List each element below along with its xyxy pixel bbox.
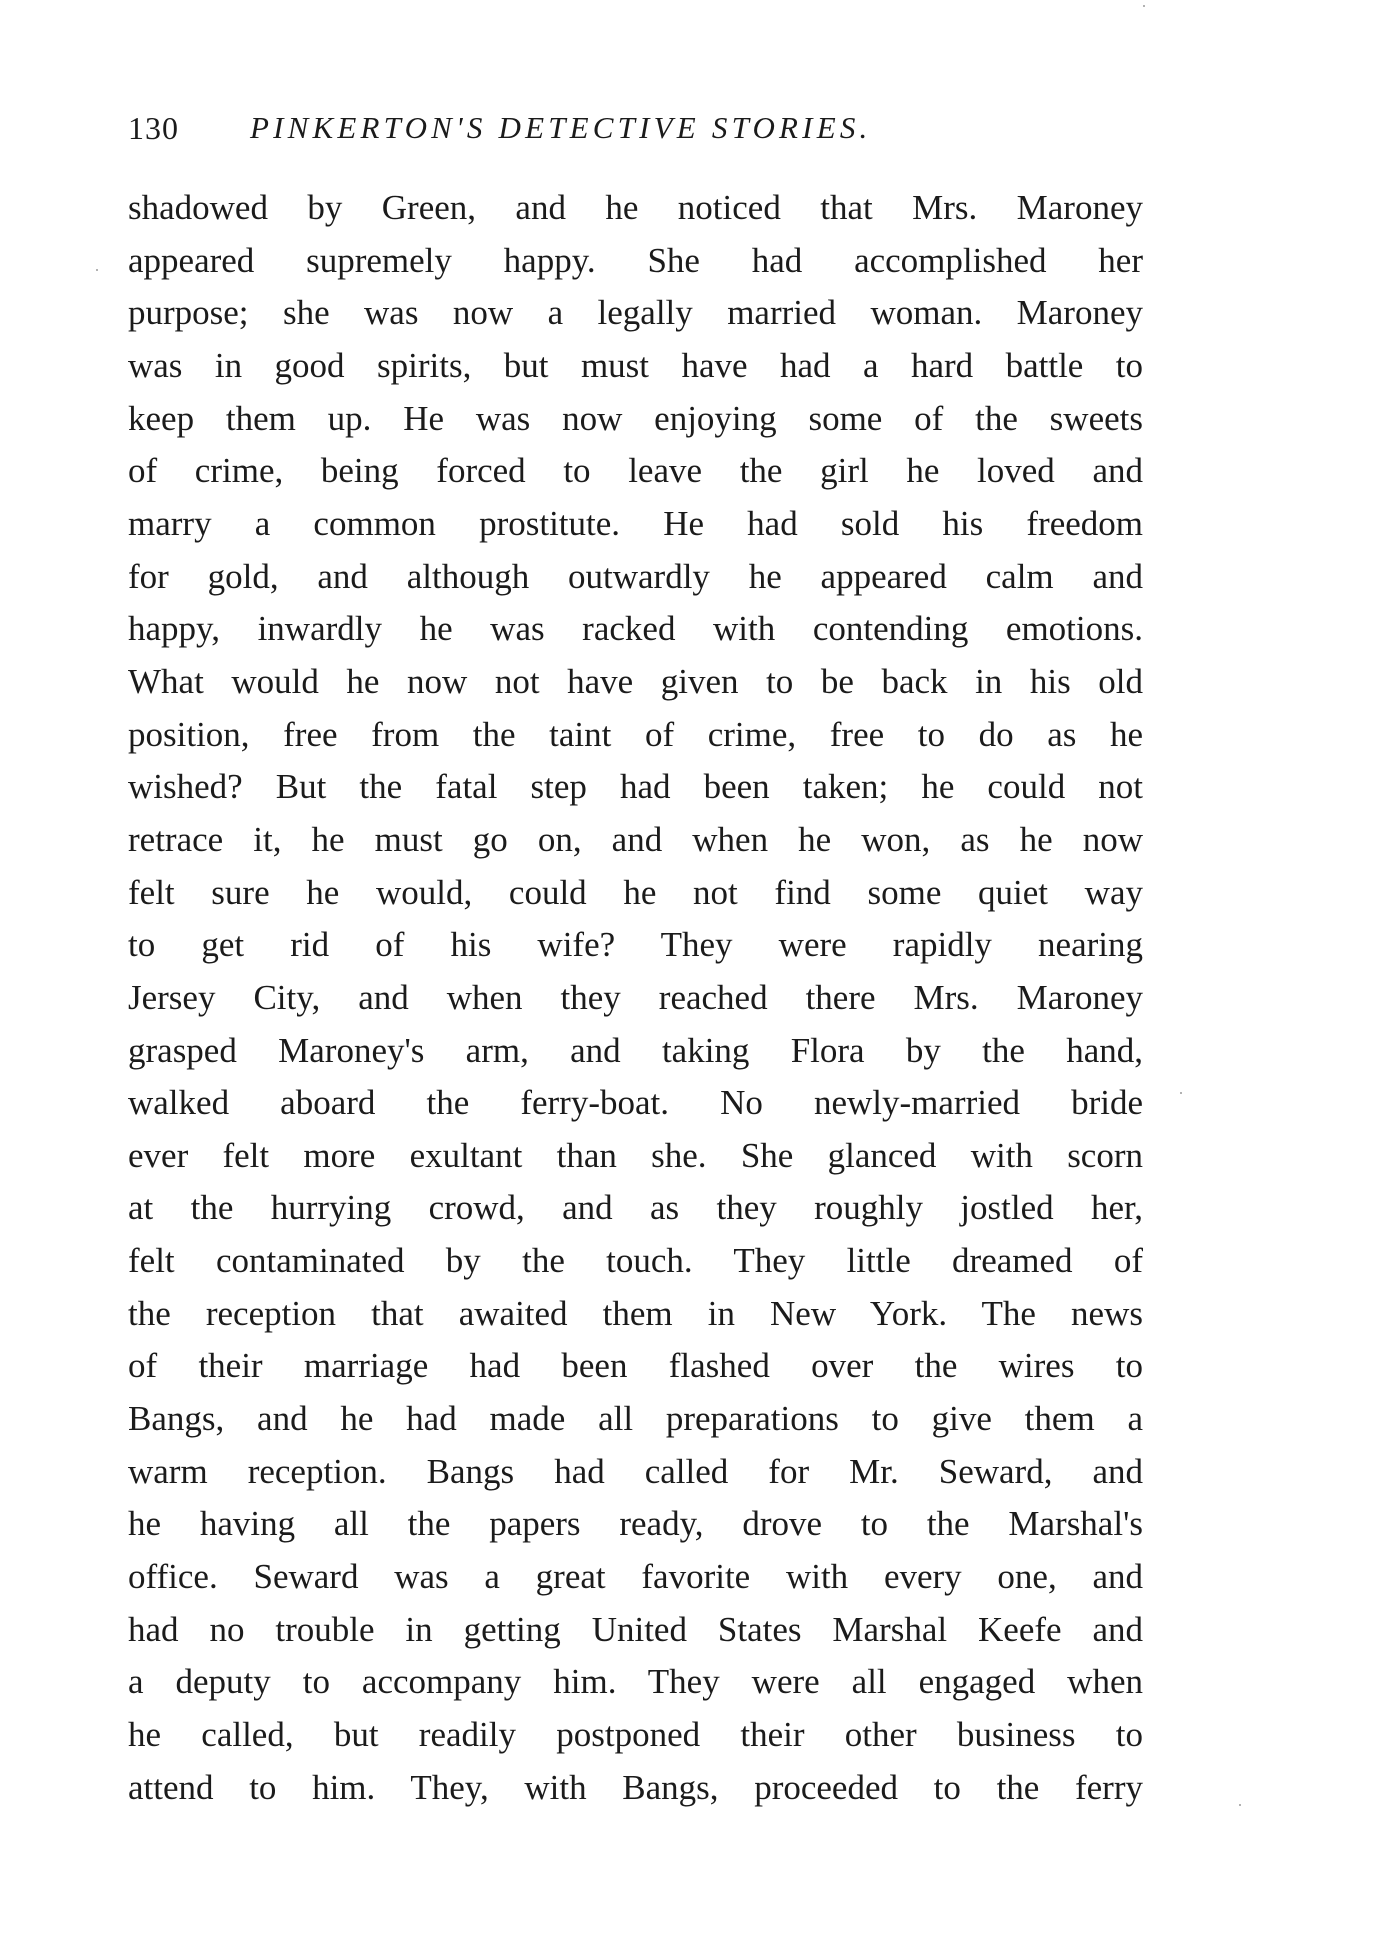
text-line: had no trouble in getting United States Marshal Keefe and (128, 1609, 1143, 1649)
paper-speck (1180, 1092, 1182, 1094)
text-line: was in good spirits, but must have had a hard battle to (128, 345, 1143, 385)
text-line: at the hurrying crowd, and as they roughly jostled her, (128, 1188, 1143, 1228)
text-line: purpose; she was now a legally married woman. Maroney (128, 293, 1143, 333)
text-line: Bangs, and he had made all preparations to give them a (128, 1399, 1143, 1439)
text-line: warm reception. Bangs had called for Mr. Seward, and (128, 1451, 1143, 1491)
page-header (128, 106, 1028, 150)
text-line: office. Seward was a great favorite with every one, and (128, 1557, 1143, 1597)
text-line: grasped Maroney's arm, and taking Flora by the hand, (128, 1030, 1143, 1070)
text-line: a deputy to accompany him. They were all engaged when (128, 1662, 1143, 1702)
text-line: marry a common prostitute. He had sold his freedom (128, 503, 1143, 543)
text-line: attend to him. They, with Bangs, proceeded to the ferry (128, 1767, 1143, 1807)
text-line: keep them up. He was now enjoying some of the sweets (128, 398, 1143, 438)
text-line: shadowed by Green, and he noticed that Mrs. Maroney (128, 188, 1143, 227)
paper-speck (96, 269, 98, 271)
text-line: retrace it, he must go on, and when he won, as he now (128, 819, 1143, 859)
text-line: walked aboard the ferry-boat. No newly-married bride (128, 1083, 1143, 1123)
page-number: 130 (128, 110, 179, 146)
running-title: PINKERTON'S DETECTIVE STORIES. (250, 110, 872, 145)
text-line: to get rid of his wife? They were rapidly nearing (128, 925, 1143, 965)
paper-speck (1143, 5, 1145, 7)
text-line: for gold, and although outwardly he appeared calm and (128, 556, 1143, 596)
text-line: the reception that awaited them in New York. The news (128, 1293, 1143, 1333)
text-line: Jersey City, and when they reached there Mrs. Maroney (128, 977, 1143, 1017)
text-line: of crime, being forced to leave the girl he loved and (128, 451, 1143, 491)
body-text (128, 182, 1143, 1814)
text-line: position, free from the taint of crime, free to do as he (128, 714, 1143, 754)
text-line: of their marriage had been flashed over the wires to (128, 1346, 1143, 1386)
text-line: felt contaminated by the touch. They little dreamed of (128, 1241, 1143, 1281)
text-line: appeared supremely happy. She had accomplished her (128, 240, 1143, 280)
text-line: he called, but readily postponed their other business to (128, 1715, 1143, 1755)
text-line: ever felt more exultant than she. She glanced with scorn (128, 1135, 1143, 1175)
text-line: What would he now not have given to be back in his old (128, 661, 1143, 701)
paper-speck (1239, 1804, 1241, 1806)
text-line: he having all the papers ready, drove to the Marshal's (128, 1504, 1143, 1544)
text-line: wished? But the fatal step had been taken; he could not (128, 767, 1143, 807)
text-line: felt sure he would, could he not find some quiet way (128, 872, 1143, 912)
text-line: happy, inwardly he was racked with contending emotions. (128, 609, 1143, 649)
